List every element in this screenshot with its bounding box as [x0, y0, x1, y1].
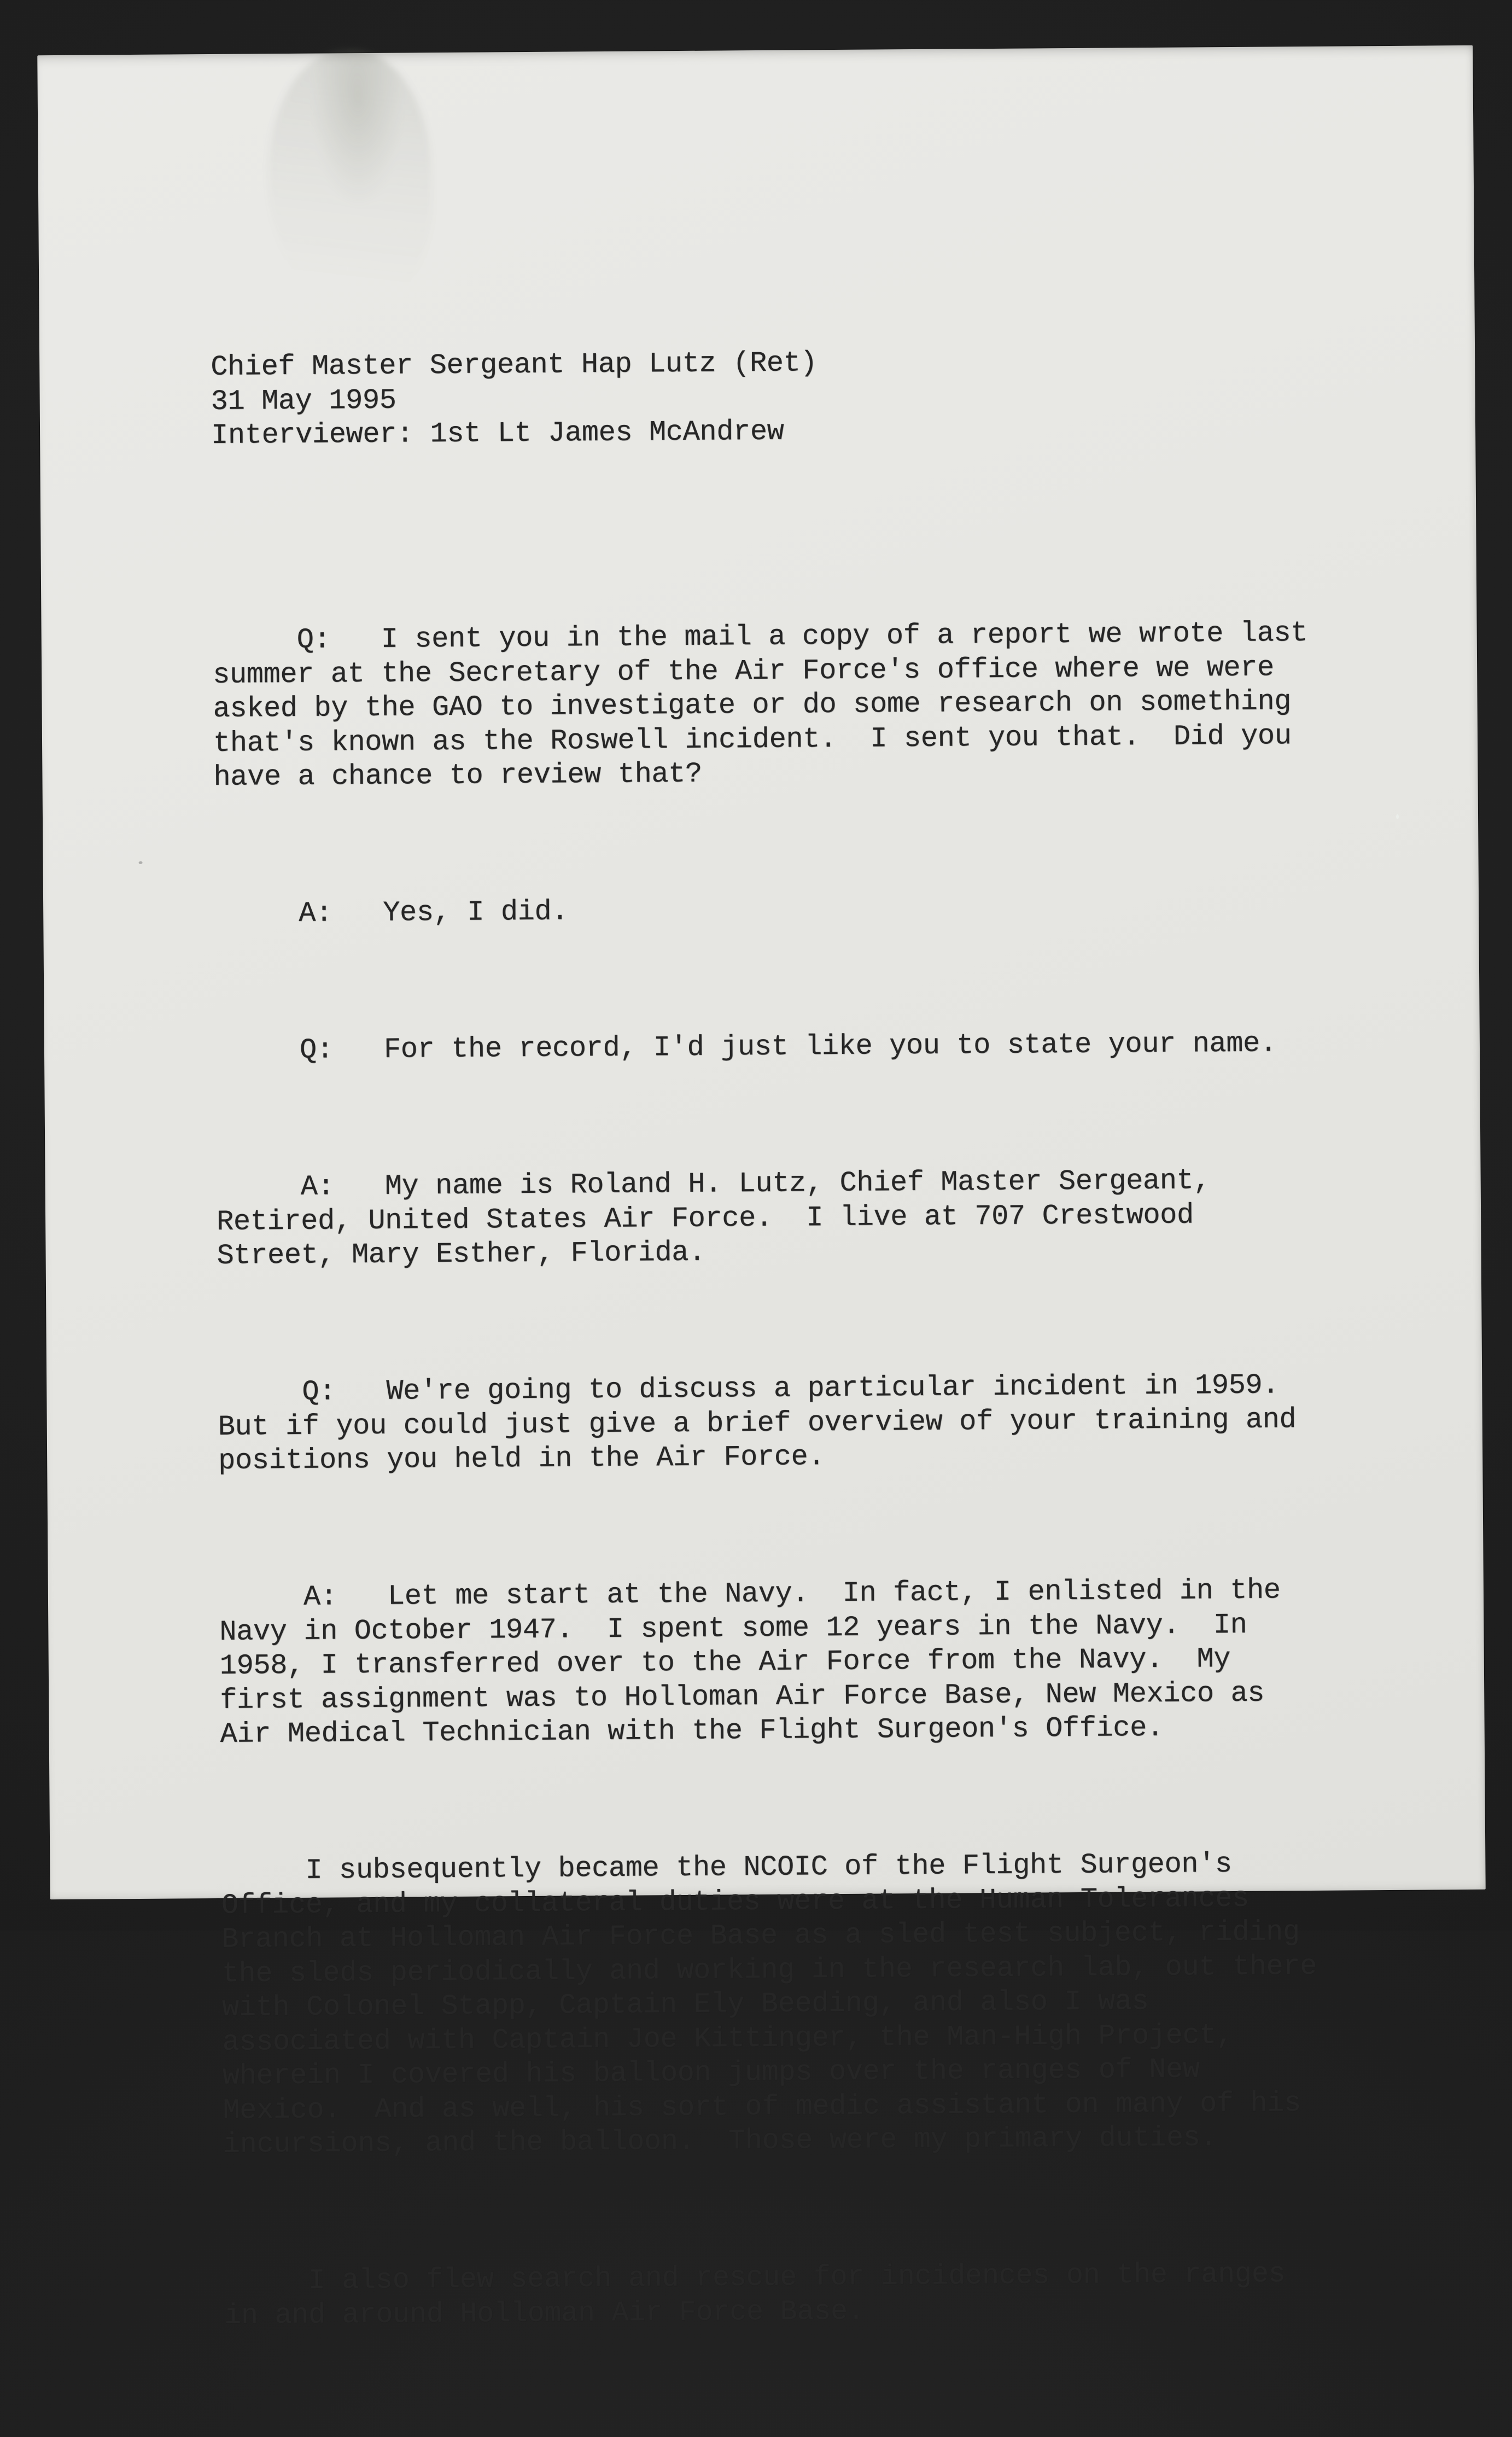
transcript-paragraph-question-1: Q: I sent you in the mail a copy of a report we wrote last summer at the Secretary of the Air Force's office where we were asked by the GAO to investigate or do some research on something that's known as the Roswell incident. I sent you that. Did you have a chance to review that? [212, 617, 1308, 794]
transcript-paragraph-answer-1: A: Yes, I did. [214, 895, 569, 930]
transcript-paragraph-question-2: Q: For the record, I'd just like you to state your name. [215, 1027, 1277, 1067]
transcript-paragraph-answer-3b: I subsequently became the NCOIC of the Flight Surgeon's Office, and my collateral duties were at the Human Tolerances Branch at Holloman Air Force Base as a sled test subject, riding the sleds periodically and working in the research lab, out there with Colonel Stapp, Captain Ely Beeding, and also I was associated with Captain Joe Kittinger, the Man-High Project, wherein I covered his balloon jumps over the ranges of New Mexico. And as well, his sort of medic assistant on many of his incursions, and the balloon. Those were my primary duties. [221, 1848, 1317, 2161]
transcript-paragraph-answer-2: A: My name is Roland H. Lutz, Chief Master Sergeant, Retired, United States Air Force. I live at 707 Crestwood Street, Mary Esther, Florida. [216, 1164, 1211, 1272]
paper-speck [139, 861, 143, 864]
transcript-paragraph-question-3: Q: We're going to discuss a particular incident in 1959. But if you could just give a brief overview of your training and positions you held in the Air Force. [218, 1369, 1297, 1477]
transcript-paragraph-answer-3c: I also flew search and rescue for incidences on the ranges in and around Holloman Air Force Base. [224, 2258, 1286, 2332]
transcript [210, 274, 1384, 2435]
transcript-paragraph-answer-3a: A: Let me start at the Navy. In fact, I enlisted in the Navy in October 1947. I spent some 12 years in the Navy. In 1958, I transferred over to the Air Force from the Navy. My first assignment was to Holloman Air Force Base, New Mexico as Air Medical Technician with the Flight Surgeon's Office. [219, 1574, 1281, 1751]
paper-speck [1396, 814, 1399, 819]
paper-smudge-mark [267, 49, 433, 313]
paper-sheet [37, 45, 1485, 2332]
transcript-header: Chief Master Sergeant Hap Lutz (Ret) 31 May 1995 Interviewer: 1st Lt James McAndrew [211, 347, 818, 452]
